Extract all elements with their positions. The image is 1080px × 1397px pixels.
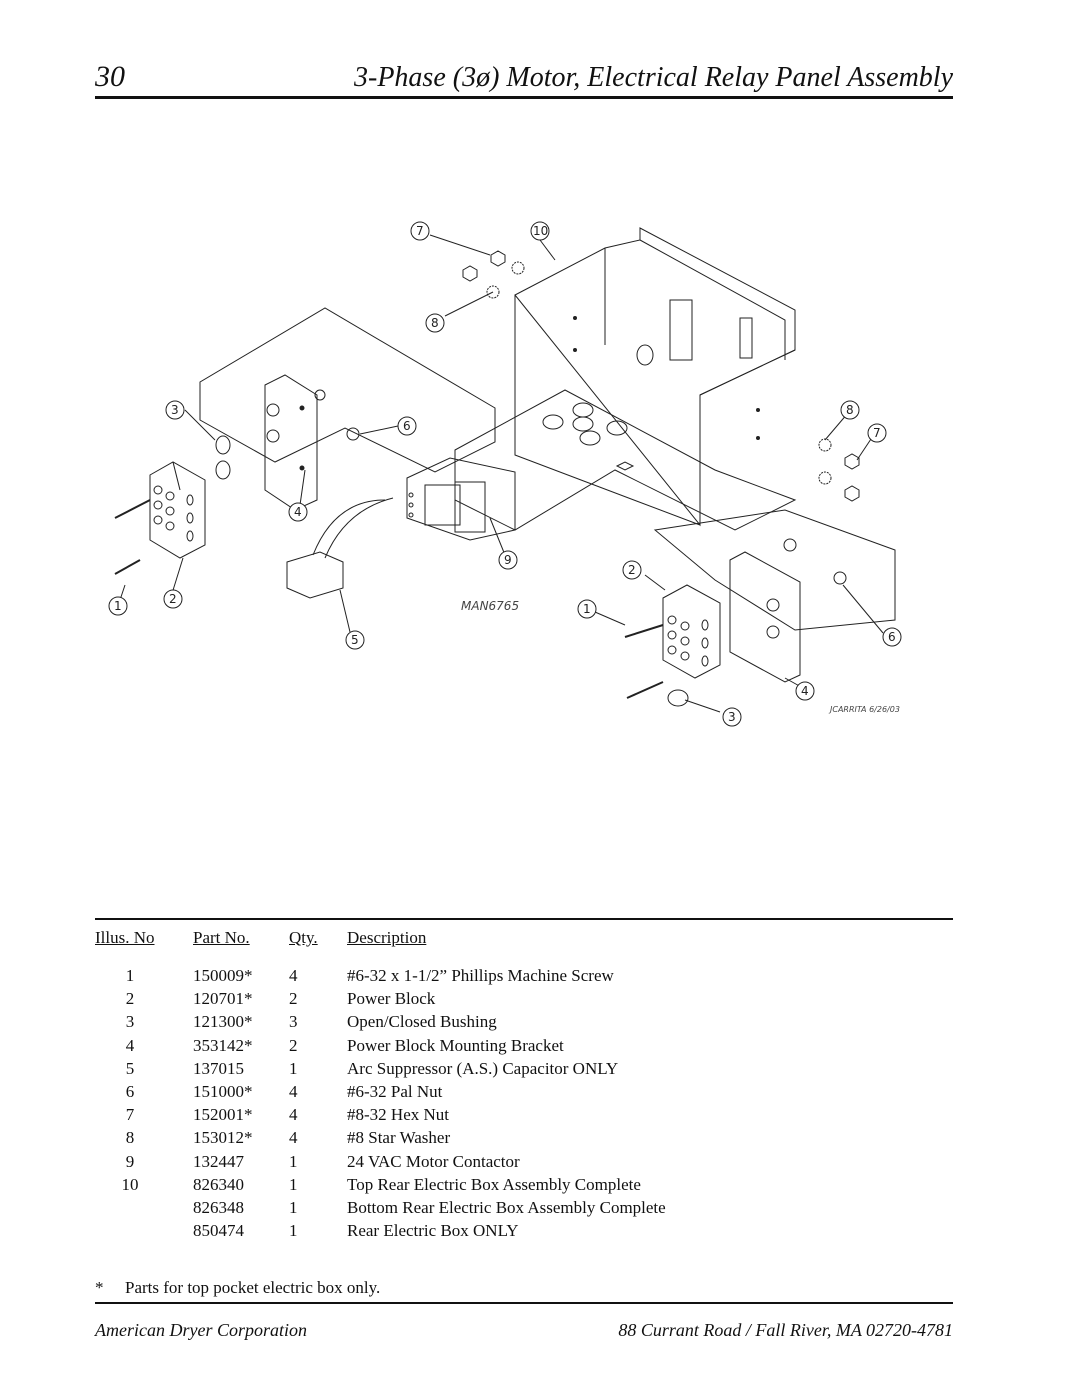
svg-text:7: 7 <box>873 426 881 440</box>
hex-nut-top-1 <box>491 251 505 266</box>
power-block-right <box>663 585 720 678</box>
power-block-bracket-right <box>730 552 800 682</box>
parts-list-rule <box>95 918 953 920</box>
power-block-bracket-left <box>265 375 317 510</box>
page-header <box>95 60 953 96</box>
footer-address: 88 Currant Road / Fall River, MA 02720-4781 <box>618 1320 953 1340</box>
mounting-outline-right <box>655 510 895 630</box>
part-no-cell: 120701* <box>193 989 253 1009</box>
header-rule <box>95 96 953 99</box>
description-cell: Rear Electric Box ONLY <box>347 1221 519 1241</box>
qty-cell: 1 <box>289 1221 298 1241</box>
footnote-text: Parts for top pocket electric box only. <box>125 1278 381 1297</box>
illus-no-cell: 2 <box>125 989 135 1009</box>
header-qty: Qty. <box>289 928 318 947</box>
part-no-cell: 132447 <box>193 1151 244 1171</box>
svg-text:7: 7 <box>416 224 424 238</box>
description-cell: #6-32 Pal Nut <box>347 1081 443 1101</box>
parts-table <box>95 928 666 1244</box>
part-no-cell: 153012* <box>193 1128 253 1148</box>
illus-no-cell: 6 <box>125 1081 135 1101</box>
footnote-mark: * <box>95 1278 104 1297</box>
illus-no-cell: 8 <box>125 1128 135 1148</box>
parts-row <box>95 1036 666 1059</box>
svg-text:10: 10 <box>533 224 549 238</box>
mounting-outline-left <box>200 308 495 472</box>
qty-cell: 1 <box>289 1197 298 1217</box>
description-cell: Bottom Rear Electric Box Assembly Complete <box>347 1197 666 1217</box>
svg-text:9: 9 <box>504 553 512 567</box>
bushing-left-2 <box>216 461 230 479</box>
footnote <box>95 1278 380 1298</box>
screw-left-2 <box>115 560 140 574</box>
part-no-cell: 137015 <box>193 1058 244 1078</box>
description-cell: Power Block Mounting Bracket <box>347 1035 564 1055</box>
part-no-cell: 353142* <box>193 1035 253 1055</box>
parts-row <box>95 1198 666 1221</box>
parts-row <box>95 989 666 1012</box>
qty-cell: 3 <box>289 1012 298 1032</box>
parts-row <box>95 1105 666 1128</box>
rear-electric-box <box>515 228 795 525</box>
star-washer-right-2 <box>819 472 831 484</box>
page-number: 30 <box>95 60 125 93</box>
screw-left-1 <box>115 500 150 518</box>
description-cell: Open/Closed Bushing <box>347 1012 497 1032</box>
parts-row <box>95 1221 666 1244</box>
illus-no-cell <box>95 1198 193 1221</box>
parts-row <box>95 1175 666 1198</box>
header-description: Description <box>347 928 427 947</box>
screw-right-1 <box>625 625 663 637</box>
bushing-left-1 <box>216 436 230 454</box>
part-no-cell: 121300* <box>193 1012 253 1032</box>
hex-nut-right-2 <box>845 486 859 501</box>
part-no-cell: 151000* <box>193 1081 253 1101</box>
illus-no-cell: 3 <box>125 1012 135 1032</box>
part-no-cell: 826348 <box>193 1197 244 1217</box>
part-no-cell: 150009* <box>193 966 253 985</box>
footer-rule <box>95 1302 953 1304</box>
illus-no-cell: 1 <box>125 966 135 985</box>
description-cell: Top Rear Electric Box Assembly Complete <box>347 1174 641 1194</box>
pal-nut-right-top <box>784 539 796 551</box>
power-block-left <box>150 462 205 558</box>
motor-contactor <box>407 458 515 540</box>
qty-cell: 4 <box>289 966 298 985</box>
mounting-outline-center <box>455 390 795 530</box>
illus-no-cell: 7 <box>125 1105 135 1125</box>
svg-text:4: 4 <box>801 684 809 698</box>
pal-nut-right <box>834 572 846 584</box>
qty-cell: 4 <box>289 1081 298 1101</box>
illus-no-cell: 10 <box>121 1174 139 1194</box>
parts-row <box>95 1128 666 1151</box>
svg-text:8: 8 <box>431 316 439 330</box>
svg-text:6: 6 <box>888 630 896 644</box>
part-no-cell: 152001* <box>193 1105 253 1125</box>
svg-text:3: 3 <box>171 403 179 417</box>
qty-cell: 2 <box>289 1035 298 1055</box>
description-cell: #6-32 x 1-1/2” Phillips Machine Screw <box>347 966 614 985</box>
bushing-right <box>668 690 688 706</box>
illus-no-cell <box>95 1221 193 1244</box>
svg-text:1: 1 <box>114 599 122 613</box>
illus-no-cell: 4 <box>125 1035 135 1055</box>
qty-cell: 1 <box>289 1174 298 1194</box>
header-part-no: Part No. <box>193 928 250 947</box>
description-cell: #8-32 Hex Nut <box>347 1105 449 1125</box>
parts-header-row <box>95 928 666 966</box>
star-washer-top-1 <box>512 262 524 274</box>
svg-text:2: 2 <box>169 592 177 606</box>
drafter-stamp: JCARRITA 6/26/03 <box>830 705 900 714</box>
svg-text:6: 6 <box>403 419 411 433</box>
svg-text:3: 3 <box>728 710 736 724</box>
qty-cell: 1 <box>289 1151 298 1171</box>
footer-company: American Dryer Corporation <box>95 1320 307 1340</box>
star-washer-right-1 <box>819 439 831 451</box>
parts-row <box>95 966 666 989</box>
parts-row <box>95 1152 666 1175</box>
qty-cell: 1 <box>289 1058 298 1078</box>
screw-right-2 <box>627 682 663 698</box>
description-cell: Power Block <box>347 989 436 1009</box>
drawing-number: MAN6765 <box>461 599 520 613</box>
part-no-cell: 850474 <box>193 1221 244 1241</box>
parts-list <box>95 928 953 1244</box>
hex-nut-right-1 <box>845 454 859 469</box>
page-title: 3-Phase (3ø) Motor, Electrical Relay Panel Assembly <box>354 62 953 93</box>
description-cell: Arc Suppressor (A.S.) Capacitor ONLY <box>347 1058 619 1078</box>
svg-text:4: 4 <box>294 505 302 519</box>
parts-row <box>95 1012 666 1035</box>
description-cell: #8 Star Washer <box>347 1128 451 1148</box>
qty-cell: 2 <box>289 989 298 1009</box>
svg-text:8: 8 <box>846 403 854 417</box>
svg-text:1: 1 <box>583 602 591 616</box>
exploded-assembly-diagram <box>95 200 953 760</box>
hex-nut-top-2 <box>463 266 477 281</box>
qty-cell: 4 <box>289 1105 298 1125</box>
part-no-cell: 826340 <box>193 1174 244 1194</box>
parts-row <box>95 1082 666 1105</box>
header-illus-no: Illus. No <box>95 928 155 947</box>
svg-text:5: 5 <box>351 633 359 647</box>
description-cell: 24 VAC Motor Contactor <box>347 1151 520 1171</box>
illus-no-cell: 5 <box>125 1058 135 1078</box>
parts-row <box>95 1059 666 1082</box>
illus-no-cell: 9 <box>125 1151 135 1171</box>
qty-cell: 4 <box>289 1128 298 1148</box>
svg-text:2: 2 <box>628 563 636 577</box>
